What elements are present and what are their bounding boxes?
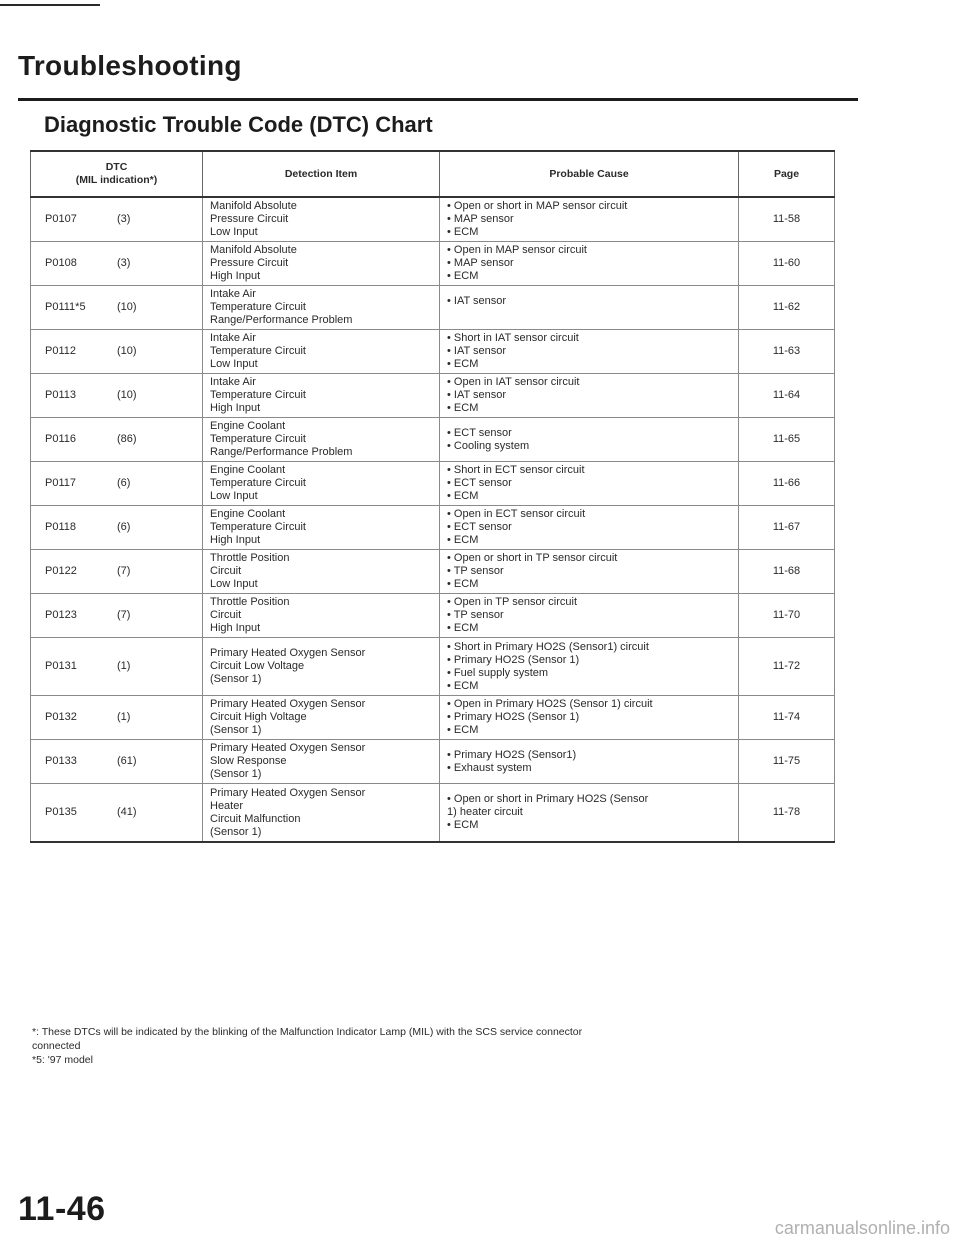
chart-title: Diagnostic Trouble Code (DTC) Chart [44, 112, 433, 137]
table-row [31, 594, 835, 638]
detection-item-cell: Throttle Position Circuit High Input [203, 594, 440, 638]
page-reference-cell: 11-60 [739, 242, 835, 286]
probable-cause-cell: • Short in IAT sensor circuit • IAT sensor • ECM [440, 330, 739, 374]
table-header [31, 151, 835, 197]
page-reference-cell: 11-72 [739, 638, 835, 696]
detection-item-cell: Intake Air Temperature Circuit Low Input [203, 330, 440, 374]
table-row [31, 550, 835, 594]
dtc-code: P0108 [45, 257, 77, 269]
probable-cause-cell: • Open in ECT sensor circuit • ECT sensor • ECM [440, 506, 739, 550]
detection-item-cell: Throttle Position Circuit Low Input [203, 550, 440, 594]
table-row [31, 242, 835, 286]
probable-cause-cell: • Open or short in Primary HO2S (Sensor 1) heater circuit • ECM [440, 784, 739, 843]
table-body [31, 197, 835, 842]
table-row [31, 740, 835, 784]
detection-item-cell: Intake Air Temperature Circuit High Input [203, 374, 440, 418]
page-reference-cell: 11-70 [739, 594, 835, 638]
page-reference-cell: 11-63 [739, 330, 835, 374]
probable-cause-cell: • Open or short in TP sensor circuit • TP sensor • ECM [440, 550, 739, 594]
table-row [31, 330, 835, 374]
dtc-code-cell [31, 550, 203, 594]
dtc-code-cell [31, 784, 203, 843]
detection-item-cell: Primary Heated Oxygen Sensor Heater Circuit Malfunction (Sensor 1) [203, 784, 440, 843]
detection-item-cell: Intake Air Temperature Circuit Range/Performance Problem [203, 286, 440, 330]
dtc-code: P0132 [45, 711, 77, 723]
mil-indication: (3) [117, 213, 131, 225]
detection-item-cell: Primary Heated Oxygen Sensor Circuit Low Voltage (Sensor 1) [203, 638, 440, 696]
table-row [31, 374, 835, 418]
dtc-code: P0118 [45, 521, 76, 533]
probable-cause-cell: • Open in TP sensor circuit • TP sensor • ECM [440, 594, 739, 638]
dtc-code-cell [31, 506, 203, 550]
title-rule [18, 98, 858, 101]
probable-cause-cell: • Primary HO2S (Sensor1) • Exhaust system [440, 740, 739, 784]
probable-cause-cell: • Open or short in MAP sensor circuit • MAP sensor • ECM [440, 197, 739, 242]
detection-item-cell: Manifold Absolute Pressure Circuit Low Input [203, 197, 440, 242]
mil-indication: (6) [117, 521, 131, 533]
table-row [31, 286, 835, 330]
footnote-mil: *: These DTCs will be indicated by the blinking of the Malfunction Indicator Lamp (MIL) with the SCS service connector connected [32, 1026, 583, 1052]
dtc-code: P0135 [45, 806, 77, 818]
dtc-code-cell [31, 740, 203, 784]
dtc-code: P0111*5 [45, 301, 86, 313]
mil-indication: (7) [117, 565, 131, 577]
page-reference-cell: 11-68 [739, 550, 835, 594]
dtc-code: P0117 [45, 477, 76, 489]
dtc-code-cell [31, 696, 203, 740]
table-row [31, 462, 835, 506]
table-row [31, 506, 835, 550]
probable-cause-cell: • IAT sensor [440, 286, 739, 330]
detection-item-cell: Engine Coolant Temperature Circuit Range/Performance Problem [203, 418, 440, 462]
header-dtc: DTC (MIL indication*) [31, 151, 203, 197]
mil-indication: (10) [117, 389, 137, 401]
probable-cause-cell: • Short in ECT sensor circuit • ECT sensor • ECM [440, 462, 739, 506]
page-reference-cell: 11-65 [739, 418, 835, 462]
mil-indication: (7) [117, 609, 131, 621]
detection-item-cell: Engine Coolant Temperature Circuit High Input [203, 506, 440, 550]
header-detection-item: Detection Item [203, 151, 440, 197]
probable-cause-cell: • Open in Primary HO2S (Sensor 1) circuit • Primary HO2S (Sensor 1) • ECM [440, 696, 739, 740]
probable-cause-cell: • Open in IAT sensor circuit • IAT sensor • ECM [440, 374, 739, 418]
header-probable-cause: Probable Cause [440, 151, 739, 197]
dtc-code-cell [31, 374, 203, 418]
page-reference-cell: 11-75 [739, 740, 835, 784]
header-page: Page [739, 151, 835, 197]
probable-cause-cell: • Short in Primary HO2S (Sensor1) circuit • Primary HO2S (Sensor 1) • Fuel supply system • ECM [440, 638, 739, 696]
page-reference-cell: 11-74 [739, 696, 835, 740]
dtc-code: P0113 [45, 389, 76, 401]
mil-indication: (86) [117, 433, 137, 445]
page-reference-cell: 11-78 [739, 784, 835, 843]
dtc-code: P0133 [45, 755, 77, 767]
page-reference-cell: 11-67 [739, 506, 835, 550]
mil-indication: (10) [117, 345, 137, 357]
dtc-code: P0122 [45, 565, 77, 577]
mil-indication: (41) [117, 806, 137, 818]
dtc-code: P0107 [45, 213, 77, 225]
probable-cause-cell: • Open in MAP sensor circuit • MAP sensor • ECM [440, 242, 739, 286]
detection-item-cell: Primary Heated Oxygen Sensor Circuit High Voltage (Sensor 1) [203, 696, 440, 740]
footnote-model: *5: '97 model [32, 1054, 93, 1066]
dtc-code: P0116 [45, 433, 76, 445]
dtc-code-cell [31, 462, 203, 506]
table-row [31, 784, 835, 843]
page-reference-cell: 11-62 [739, 286, 835, 330]
mil-indication: (1) [117, 660, 131, 672]
detection-item-cell: Engine Coolant Temperature Circuit Low Input [203, 462, 440, 506]
dtc-code-cell [31, 286, 203, 330]
detection-item-cell: Primary Heated Oxygen Sensor Slow Response (Sensor 1) [203, 740, 440, 784]
dtc-code: P0123 [45, 609, 77, 621]
table-row [31, 197, 835, 242]
watermark: carmanualsonline.info [774, 1218, 950, 1238]
page-reference-cell: 11-58 [739, 197, 835, 242]
dtc-code-cell [31, 330, 203, 374]
dtc-code: P0131 [45, 660, 77, 672]
dtc-code-cell [31, 418, 203, 462]
mil-indication: (1) [117, 711, 131, 723]
dtc-code-cell [31, 594, 203, 638]
page-reference-cell: 11-64 [739, 374, 835, 418]
mil-indication: (3) [117, 257, 131, 269]
section-title: Troubleshooting [18, 50, 242, 81]
mil-indication: (61) [117, 755, 137, 767]
page-reference-cell: 11-66 [739, 462, 835, 506]
mil-indication: (10) [117, 301, 137, 313]
dtc-code: P0112 [45, 345, 76, 357]
dtc-code-cell [31, 242, 203, 286]
page-number: 11-46 [18, 1190, 106, 1228]
table-row [31, 418, 835, 462]
dtc-chart-table [30, 150, 835, 843]
top-margin-line [0, 4, 100, 6]
dtc-code-cell [31, 197, 203, 242]
table-row [31, 638, 835, 696]
table-row [31, 696, 835, 740]
mil-indication: (6) [117, 477, 131, 489]
probable-cause-cell: • ECT sensor • Cooling system [440, 418, 739, 462]
detection-item-cell: Manifold Absolute Pressure Circuit High Input [203, 242, 440, 286]
dtc-code-cell [31, 638, 203, 696]
